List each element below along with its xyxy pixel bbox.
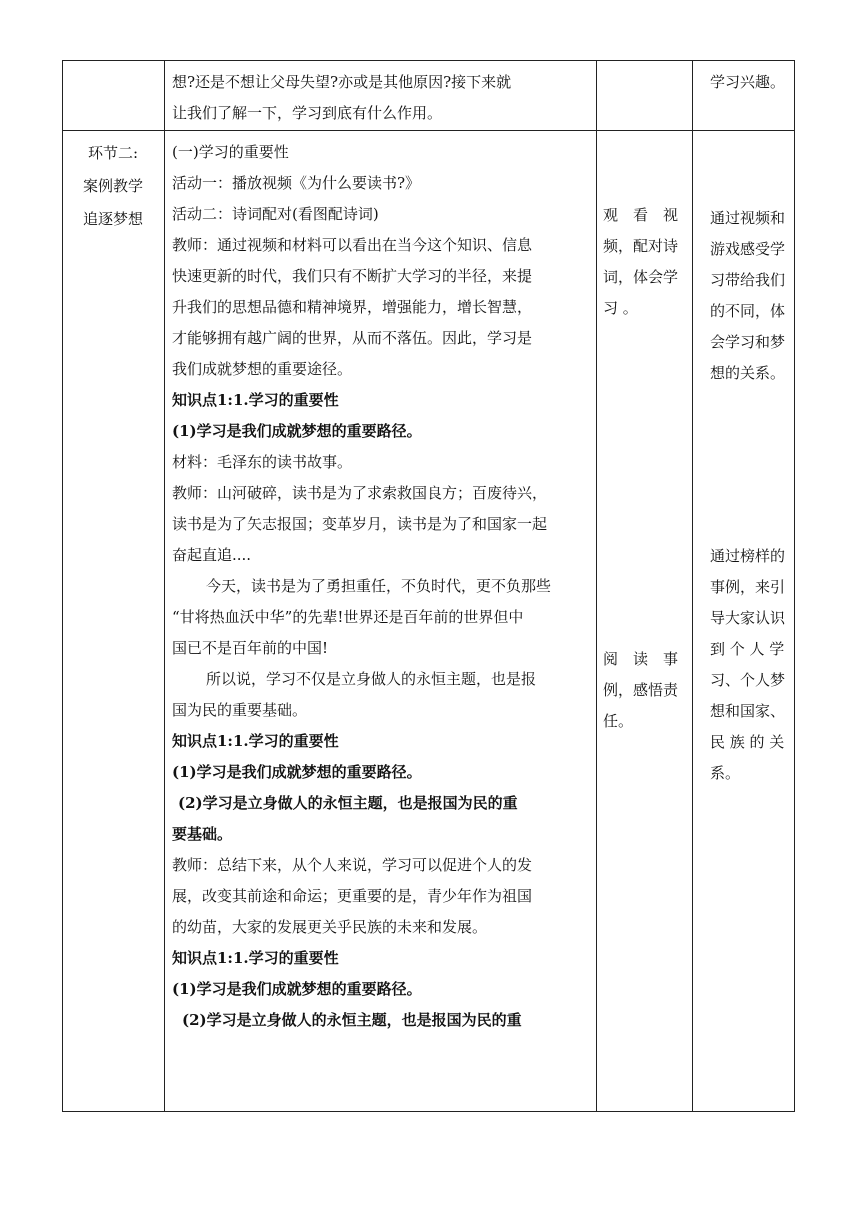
knowledge-point-2-cont: 要基础。: [172, 825, 233, 843]
knowledge-point-1: (1)学习是我们成就梦想的重要路径。: [172, 980, 422, 998]
activity-line: 观 看 视: [603, 206, 679, 224]
intent-line: 民 族 的 关: [710, 733, 785, 751]
text-line: 让我们了解一下，学习到底有什么作用。: [172, 104, 443, 122]
stage-cell: [62, 137, 164, 236]
student-activity-2: [603, 644, 698, 737]
activity-line: 词，体会学: [603, 268, 679, 286]
intent-line: 导大家认识: [710, 609, 786, 627]
table-border-bottom: [62, 1111, 795, 1112]
intent-line: 会学习和梦: [710, 333, 786, 351]
activity-line: 例，感悟责: [603, 681, 679, 699]
paragraph-text: 所以说，学习不仅是立身做人的永恒主题，也是报: [206, 670, 537, 688]
design-intent-1: [702, 203, 802, 389]
activity-line: 阅 读 事: [603, 650, 679, 668]
intent-line: 习、个人梦: [710, 671, 786, 689]
row1-intent: [702, 67, 802, 98]
row-divider: [62, 130, 795, 131]
intent-line: 事例，来引: [710, 578, 786, 596]
activity-line: 频，配对诗: [603, 237, 679, 255]
intent-line: 到 个 人 学: [710, 640, 785, 658]
teacher-text: 我们成就梦想的重要途径。: [172, 360, 353, 378]
teacher-text: 快速更新的时代，我们只有不断扩大学习的半径，来提: [172, 267, 533, 285]
design-intent-2: [702, 541, 802, 789]
knowledge-point-1: (1)学习是我们成就梦想的重要路径。: [172, 763, 422, 781]
intent-line: 习带给我们: [710, 271, 786, 289]
intent-line: 通过榜样的: [710, 547, 786, 565]
teacher-text: 教师：总结下来，从个人来说，学习可以促进个人的发: [172, 856, 533, 874]
column-divider-1: [164, 60, 165, 1112]
knowledge-point-title: 知识点1:1.学习的重要性: [172, 949, 339, 967]
row1-content: [172, 67, 596, 129]
intent-line: 游戏感受学: [710, 240, 786, 258]
teacher-text: 展，改变其前途和命运；更重要的是，青少年作为祖国: [172, 887, 533, 905]
intent-line: 想和国家、: [710, 702, 786, 720]
knowledge-point-2: (2)学习是立身做人的永恒主题，也是报国为民的重: [182, 1011, 522, 1029]
teacher-text: 教师：山河破碎，读书是为了求索救国良方；百废待兴，: [172, 484, 548, 502]
text-line: 想?还是不想让父母失望?亦或是其他原因?接下来就: [172, 73, 512, 91]
teacher-text: 升我们的思想品德和精神境界，增强能力，增长智慧，: [172, 298, 533, 316]
intent-line: 想的关系。: [710, 364, 786, 382]
knowledge-point-2: (2)学习是立身做人的永恒主题，也是报国为民的重: [178, 794, 518, 812]
paragraph-text: “甘将热血沃中华”的先辈!世界还是百年前的世界但中: [172, 608, 524, 626]
intent-text: 学习兴趣。: [710, 73, 786, 91]
lesson-plan-table: [62, 60, 795, 1112]
teacher-text: 才能够拥有越广阔的世界，从而不落伍。因此，学习是: [172, 329, 533, 347]
stage-label: 案例教学: [82, 177, 143, 195]
teacher-text: 奋起直追....: [172, 546, 252, 564]
activity-line: 习 。: [603, 299, 638, 317]
column-divider-2: [596, 60, 597, 1112]
teacher-text: 读书是为了矢志报国；变革岁月，读书是为了和国家一起: [172, 515, 548, 533]
section-heading: (一)学习的重要性: [172, 143, 289, 161]
student-activity-1: [603, 200, 698, 324]
activity-1: 活动一：播放视频《为什么要读书?》: [172, 174, 421, 192]
teacher-text: 教师：通过视频和材料可以看出在当今这个知识、信息: [172, 236, 533, 254]
intent-line: 系。: [710, 764, 741, 782]
intent-line: 通过视频和: [710, 209, 786, 227]
knowledge-point-title: 知识点1:1.学习的重要性: [172, 391, 339, 409]
activity-2: 活动二：诗词配对(看图配诗词): [172, 205, 379, 223]
activity-line: 任。: [603, 712, 634, 730]
stage-label: 环节二:: [87, 144, 139, 162]
paragraph-text: 今天，读书是为了勇担重任，不负时代，更不负那些: [206, 577, 552, 595]
paragraph-text: 国为民的重要基础。: [172, 701, 308, 719]
material-text: 材料：毛泽东的读书故事。: [172, 453, 353, 471]
knowledge-point-1: (1)学习是我们成就梦想的重要路径。: [172, 422, 422, 440]
paragraph-text: 国已不是百年前的中国!: [172, 639, 329, 657]
knowledge-point-title: 知识点1:1.学习的重要性: [172, 732, 339, 750]
teacher-text: 的幼苗，大家的发展更关乎民族的未来和发展。: [172, 918, 488, 936]
intent-line: 的不同，体: [710, 302, 786, 320]
stage-label: 追逐梦想: [82, 210, 143, 228]
table-border-top: [62, 60, 795, 61]
teaching-content: [172, 137, 596, 1036]
